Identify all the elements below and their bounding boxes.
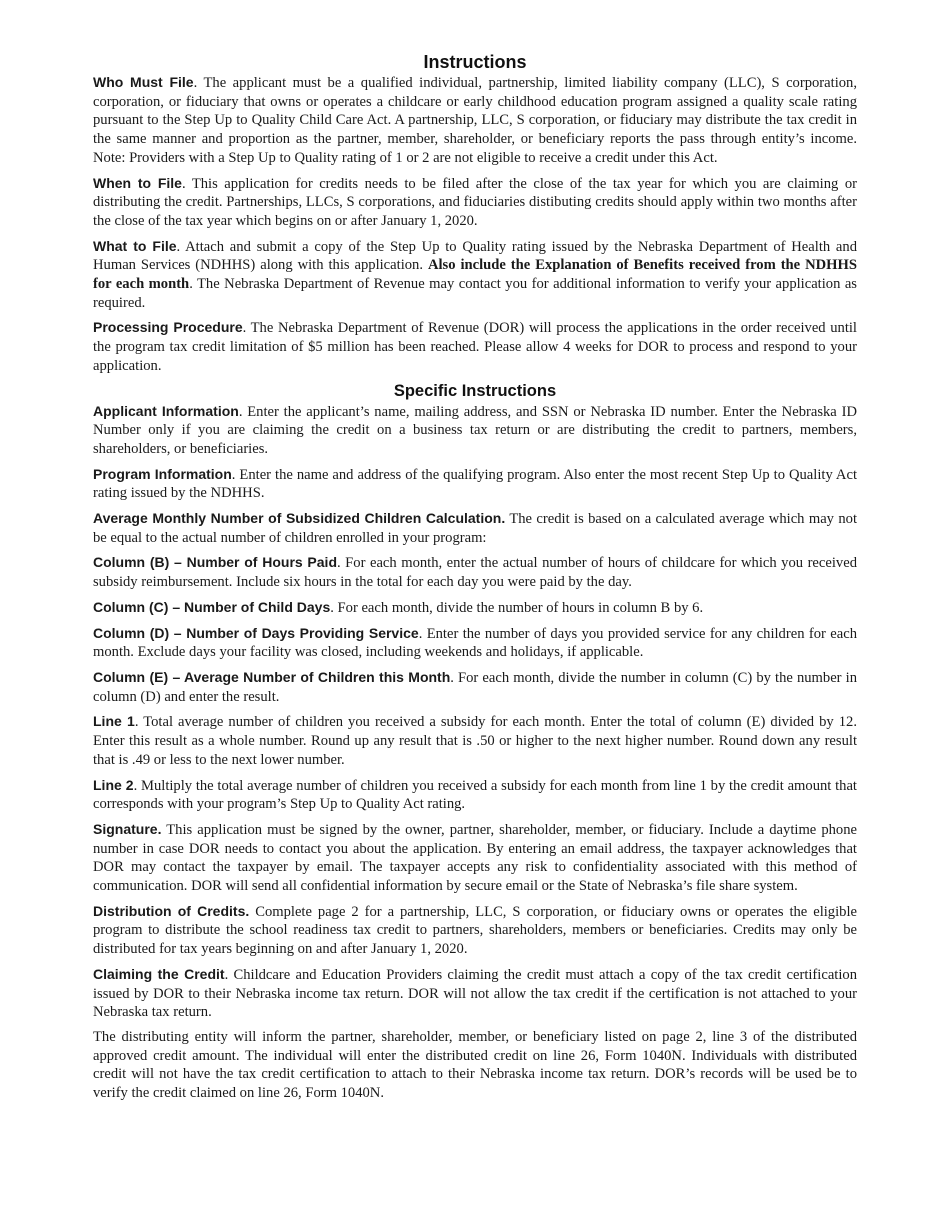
what-to-file-text: . Attach and submit a copy of the Step Up to Quality rating issued by the Nebraska Department of Health and Human Services (NDHHS) along with this application. [93, 238, 857, 274]
average-monthly-text: The credit is based on a calculated average which may not be equal to the actual number of children enrolled in your program: [93, 511, 857, 546]
signature-paragraph [93, 820, 857, 896]
signature-heading: Signature. [93, 820, 162, 837]
signature-text: This application must be signed by the owner, partner, shareholder, member, or fiduciary. Include a daytime phone number in case DOR needs to contact you about the application. By entering an email address, the taxpayer acknowledges that DOR may contact the taxpayer by email. The taxpayer accepts any risk to confidentiality associated with this method of communication. DOR will send all confidential information by secure email or the State of Nebraska’s file share system. [93, 821, 857, 895]
claiming-the-credit-heading: Claiming the Credit [93, 965, 225, 982]
specific-instructions-title: Specific Instructions [393, 381, 557, 400]
distribution-of-credits-paragraph [93, 902, 857, 959]
applicant-information-heading: Applicant Information [93, 402, 239, 419]
distribution-of-credits-text: Complete page 2 for a partnership, LLC, S corporation, or fiduciary owns or operates the eligible program to distribute the school readiness tax credit to partners, shareholders, members or beneficiaries. Credits may only be distributed for tax years beginning on and after January 1, 2020. [93, 903, 857, 958]
distributing-entity-paragraph: The distributing entity will inform the partner, shareholder, member, or beneficiary listed on page 2, line 3 of the distributed approved credit amount. The individual will enter the distributed credit on line 26, Form 1040N. Individuals with distributed credit will not have the tax credit certification to attach to their Nebraska income tax return. DOR’s records will be used be to verify the credit claimed on line 26, Form 1040N. [93, 1028, 857, 1102]
claiming-the-credit-text: . Childcare and Education Providers claiming the credit must attach a copy of the tax credit certification issued by DOR to their Nebraska income tax return. DOR will not allow the tax credit if the certification is not attached to your Nebraska tax return. [93, 966, 857, 1021]
program-information-text: . Enter the name and address of the qualifying program. Also enter the most recent Step Up to Quality Act rating issued by the NDHHS. [93, 466, 857, 502]
who-must-file-heading: Who Must File [93, 74, 194, 90]
processing-procedure-text: . The Nebraska Department of Revenue (DOR) will process the applications in the order received until the program tax credit limitation of $5 million has been reached. Please allow 4 weeks for DOR to process and respond to your application. [93, 320, 857, 374]
column-d-heading: Column (D) – Number of Days Providing Service [93, 624, 419, 641]
who-must-file-paragraph [93, 73, 857, 168]
line-2-heading: Line 2 [93, 776, 134, 793]
column-c-text: . For each month, divide the number of hours in column B by 6. [330, 599, 704, 616]
program-information-paragraph [93, 465, 857, 503]
instructions-page [93, 52, 857, 1109]
column-b-paragraph [93, 553, 857, 591]
column-d-text: . Enter the number of days you provided service for any children for each month. Exclude days your facility was closed, including weekends and holidays, if applicable. [93, 625, 858, 661]
who-must-file-text: . The applicant must be a qualified individual, partnership, limited liability company (LLC), S corporation, corporation, or fiduciary that owns or operates a childcare or early childhood education program assigned a quality scale rating pursuant to the Step Up to Quality Child Care Act. A partnership, LLC, S corporation, or fiduciary may distribute the tax credit in the same manner and proportion as the partner, member, shareholder, or beneficiary reports the pass through entity’s income. Note: Providers with a Step Up to Quality rating of 1 or 2 are not eligible to receive a credit under this Act. [93, 75, 857, 166]
what-to-file-paragraph [93, 237, 857, 313]
program-information-heading: Program Information [93, 465, 232, 482]
column-c-paragraph [93, 598, 857, 618]
line-1-text: . Total average number of children you received a subsidy for each month. Enter the total of column (E) divided by 12. Enter this result as a whole number. Round up any result that is .50 or higher to the next higher number. Round down any result that is .49 or less to the next lower number. [93, 714, 857, 768]
what-to-file-heading: What to File [93, 237, 177, 254]
column-b-text: . For each month, enter the actual number of hours of childcare for which you received subsidy reimbursement. Include six hours in the total for each day you were paid by the day. [93, 555, 857, 591]
line-2-text: . Multiply the total average number of children you received a subsidy for each month from line 1 by the credit amount that corresponds with your program’s Step Up to Quality Act rating. [93, 777, 857, 813]
when-to-file-heading: When to File [93, 174, 182, 191]
processing-procedure-heading: Processing Procedure [93, 319, 243, 336]
column-d-paragraph [93, 624, 857, 662]
instructions-title: Instructions [423, 52, 527, 72]
column-e-heading: Column (E) – Average Number of Children this Month [93, 668, 451, 685]
column-e-text: . For each month, divide the number in column (C) by the number in column (D) and enter the result. [93, 669, 857, 705]
column-b-heading: Column (B) – Number of Hours Paid [93, 554, 338, 571]
claiming-the-credit-paragraph [93, 965, 857, 1022]
when-to-file-paragraph [93, 174, 857, 231]
average-monthly-paragraph [93, 509, 857, 547]
when-to-file-text: . This application for credits needs to be filed after the close of the tax year for which you are claiming or distributing the credit. Partnerships, LLCs, S corporations, and fiduciaries distibuting credits should apply within two months after the close of the tax year which begins on or after January 1, 2020. [93, 175, 857, 229]
line-2-paragraph [93, 776, 857, 814]
average-monthly-heading: Average Monthly Number of Subsidized Children Calculation. [93, 510, 506, 527]
line-1-paragraph [93, 712, 857, 769]
what-to-file-emphasis: Also include the Explanation of Benefits received from the NDHHS for each month [93, 257, 857, 293]
column-e-paragraph [93, 668, 857, 706]
line-1-heading: Line 1 [93, 713, 135, 730]
applicant-information-text: . Enter the applicant’s name, mailing address, and SSN or Nebraska ID number. Enter the Nebraska ID Number only if you are claiming the credit on a business tax return or are distributing the credit to partners, members, shareholders, or beneficiaries. [93, 403, 857, 457]
applicant-information-paragraph [93, 402, 857, 459]
column-c-heading: Column (C) – Number of Child Days [93, 598, 331, 615]
processing-procedure-paragraph [93, 318, 857, 375]
what-to-file-text-2: . The Nebraska Department of Revenue may contact you for additional information to verify your application as required. [93, 276, 857, 311]
distribution-of-credits-heading: Distribution of Credits. [93, 902, 250, 919]
